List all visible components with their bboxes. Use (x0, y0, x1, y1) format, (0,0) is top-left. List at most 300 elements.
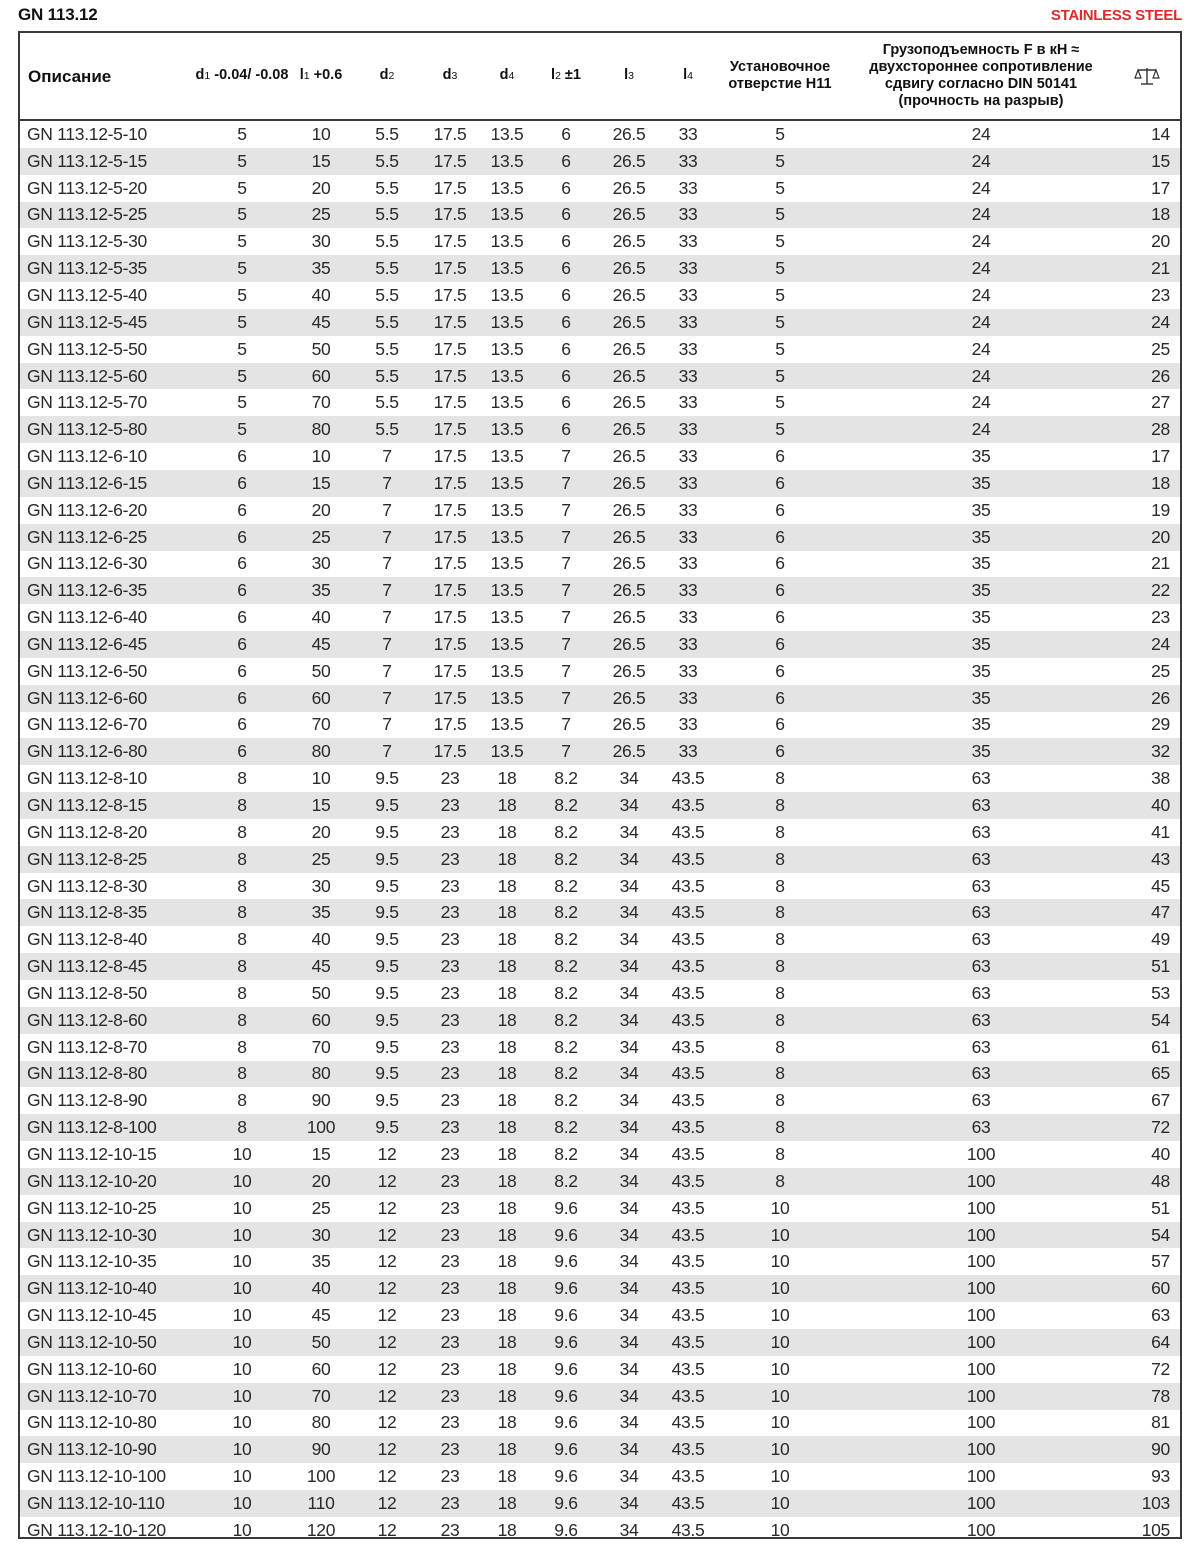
cell-d1: 5 (237, 123, 247, 144)
cell-desc: GN 113.12-5-80 (20, 416, 192, 443)
cell-load-capacity: 35 (971, 660, 991, 681)
cell-l4: 33 (664, 524, 712, 551)
table-row (20, 175, 1180, 202)
cell-load-capacity: 100 (966, 1412, 996, 1433)
cell-desc: GN 113.12-8-40 (27, 929, 147, 950)
cell-d1: 8 (237, 768, 247, 789)
cell-mounting-hole: 8 (775, 1036, 785, 1057)
cell-l1: 40 (311, 284, 331, 305)
col-d3-symbol: d (442, 67, 452, 83)
cell-d4: 13.5 (490, 660, 524, 681)
cell-d4: 13.5 (490, 284, 524, 305)
col-d1 (192, 33, 292, 120)
cell-weight: 17 (1151, 446, 1170, 467)
cell-weight: 20 (1114, 524, 1180, 551)
table-row (20, 685, 1180, 712)
cell-mounting-hole: 6 (775, 499, 785, 520)
cell-l4: 43.5 (671, 1412, 705, 1433)
cell-d2: 9.5 (350, 899, 424, 926)
cell-d1: 10 (232, 1466, 252, 1487)
table-row (20, 846, 1180, 873)
cell-l1: 50 (292, 1329, 350, 1356)
cell-l1: 90 (292, 1436, 350, 1463)
table-row (20, 470, 1180, 497)
cell-mounting-hole: 6 (712, 685, 848, 712)
cell-l2: 8.2 (554, 1036, 578, 1057)
cell-l4: 33 (664, 148, 712, 175)
cell-l3: 34 (619, 1466, 639, 1487)
cell-weight: 20 (1151, 231, 1170, 252)
cell-d1: 10 (232, 1143, 252, 1164)
cell-l2: 8.2 (538, 846, 594, 873)
table-row (20, 712, 1180, 739)
cell-l1: 45 (292, 953, 350, 980)
cell-l3: 34 (594, 1275, 664, 1302)
cell-mounting-hole: 6 (775, 446, 785, 467)
cell-d3: 23 (424, 1114, 476, 1141)
cell-l1: 20 (311, 499, 331, 520)
cell-l1: 30 (311, 553, 331, 574)
cell-d3: 17.5 (433, 338, 467, 359)
cell-l4: 43.5 (664, 1383, 712, 1410)
cell-desc: GN 113.12-6-40 (27, 607, 147, 628)
table-body (20, 120, 1180, 1544)
cell-load-capacity: 63 (971, 1036, 991, 1057)
cell-load-capacity: 100 (966, 1466, 996, 1487)
col-d4 (476, 33, 538, 120)
cell-load-capacity: 35 (848, 524, 1114, 551)
cell-d2: 7 (382, 660, 392, 681)
cell-d3: 23 (424, 1007, 476, 1034)
cell-load-capacity: 100 (848, 1329, 1114, 1356)
cell-d3: 23 (440, 1412, 460, 1433)
cell-l1: 40 (311, 607, 331, 628)
table-row (20, 1302, 1180, 1329)
cell-d1: 8 (192, 1007, 292, 1034)
cell-d3: 17.5 (424, 148, 476, 175)
cell-weight: 21 (1114, 255, 1180, 282)
cell-l2: 8.2 (554, 875, 578, 896)
cell-l2: 7 (561, 660, 571, 681)
table-row (20, 228, 1180, 255)
cell-l3: 34 (619, 1251, 639, 1272)
cell-l4: 33 (664, 685, 712, 712)
table-row (20, 524, 1180, 551)
cell-d4: 18 (497, 1036, 517, 1057)
cell-l2: 8.2 (554, 929, 578, 950)
cell-desc: GN 113.12-10-110 (20, 1490, 192, 1517)
cell-mounting-hole: 10 (770, 1358, 790, 1379)
cell-d3: 17.5 (424, 470, 476, 497)
cell-l1: 70 (311, 714, 331, 735)
col-load-capacity: Грузоподъемность F в кН ≈ двухстороннее сопротивление сдвигу согласно DIN 50141 (прочность на разрыв) (848, 33, 1114, 120)
cell-d1: 8 (237, 929, 247, 950)
cell-d2: 5.5 (375, 284, 399, 305)
cell-l1: 90 (311, 1090, 331, 1111)
cell-d3: 23 (424, 899, 476, 926)
cell-desc: GN 113.12-6-80 (20, 738, 192, 765)
cell-l3: 34 (619, 1358, 639, 1379)
cell-l4: 43.5 (671, 1466, 705, 1487)
cell-desc: GN 113.12-8-90 (27, 1090, 147, 1111)
cell-d2: 5.5 (350, 255, 424, 282)
cell-d4: 13.5 (476, 255, 538, 282)
table-row (20, 873, 1180, 900)
col-mounting-hole: Установочное отверстие H11 (712, 33, 848, 120)
cell-d2: 7 (382, 499, 392, 520)
cell-d4: 13.5 (490, 338, 524, 359)
cell-l1: 45 (292, 631, 350, 658)
cell-d1: 6 (237, 446, 247, 467)
cell-l1: 30 (311, 231, 331, 252)
cell-desc: GN 113.12-8-60 (20, 1007, 192, 1034)
cell-d4: 18 (497, 1305, 517, 1326)
cell-load-capacity: 24 (848, 148, 1114, 175)
table-row (20, 792, 1180, 819)
cell-d3: 23 (440, 982, 460, 1003)
cell-l4: 33 (664, 470, 712, 497)
cell-mounting-hole: 10 (770, 1466, 790, 1487)
cell-d4: 18 (476, 1383, 538, 1410)
cell-d4: 18 (476, 1061, 538, 1088)
cell-l2: 6 (538, 202, 594, 229)
cell-l3: 34 (594, 1383, 664, 1410)
cell-weight: 45 (1151, 875, 1170, 896)
cell-load-capacity: 24 (971, 284, 991, 305)
cell-l2: 8.2 (538, 1007, 594, 1034)
cell-l4: 33 (678, 284, 698, 305)
cell-l1: 80 (292, 416, 350, 443)
cell-d4: 18 (497, 982, 517, 1003)
cell-d1: 6 (237, 714, 247, 735)
cell-desc: GN 113.12-6-45 (20, 631, 192, 658)
cell-l4: 43.5 (671, 821, 705, 842)
cell-mounting-hole: 6 (712, 524, 848, 551)
cell-mounting-hole: 8 (775, 1090, 785, 1111)
cell-load-capacity: 35 (848, 577, 1114, 604)
cell-d4: 18 (497, 1412, 517, 1433)
cell-d4: 13.5 (490, 446, 524, 467)
cell-l3: 26.5 (612, 499, 646, 520)
cell-d4: 13.5 (476, 738, 538, 765)
cell-d4: 13.5 (476, 148, 538, 175)
table-row (20, 282, 1180, 309)
cell-desc: GN 113.12-6-70 (27, 714, 147, 735)
cell-d2: 5.5 (350, 309, 424, 336)
cell-d3: 17.5 (424, 524, 476, 551)
cell-weight: 57 (1151, 1251, 1170, 1272)
cell-l1: 15 (311, 1143, 331, 1164)
cell-d1: 8 (192, 899, 292, 926)
cell-l1: 60 (292, 1007, 350, 1034)
cell-d4: 18 (476, 1490, 538, 1517)
cell-l1: 45 (311, 1305, 331, 1326)
cell-l2: 7 (538, 685, 594, 712)
cell-d2: 7 (382, 714, 392, 735)
cell-l2: 8.2 (554, 982, 578, 1003)
cell-weight: 18 (1114, 202, 1180, 229)
cell-l2: 7 (561, 499, 571, 520)
cell-l1: 20 (292, 1168, 350, 1195)
cell-d3: 23 (440, 1197, 460, 1218)
table-row (20, 658, 1180, 685)
cell-d2: 9.5 (375, 982, 399, 1003)
cell-l1: 15 (292, 148, 350, 175)
cell-desc: GN 113.12-8-10 (27, 768, 147, 789)
cell-desc: GN 113.12-8-70 (27, 1036, 147, 1057)
cell-l2: 7 (561, 446, 571, 467)
cell-desc: GN 113.12-8-45 (20, 953, 192, 980)
cell-d1: 5 (192, 255, 292, 282)
cell-l2: 8.2 (554, 1143, 578, 1164)
cell-load-capacity: 35 (971, 553, 991, 574)
cell-weight: 103 (1114, 1490, 1180, 1517)
cell-d3: 23 (424, 1383, 476, 1410)
cell-l2: 9.6 (554, 1358, 578, 1379)
cell-weight: 24 (1114, 631, 1180, 658)
cell-d3: 17.5 (433, 284, 467, 305)
cell-l4: 33 (678, 123, 698, 144)
cell-weight: 49 (1151, 929, 1170, 950)
cell-load-capacity: 24 (971, 338, 991, 359)
cell-desc: GN 113.12-5-35 (20, 255, 192, 282)
col-d2 (350, 33, 424, 120)
cell-l3: 34 (619, 1197, 639, 1218)
cell-weight: 54 (1114, 1222, 1180, 1249)
cell-l3: 34 (619, 929, 639, 950)
cell-weight: 27 (1151, 392, 1170, 413)
cell-weight: 51 (1151, 1197, 1170, 1218)
cell-d1: 8 (237, 1090, 247, 1111)
cell-l1: 10 (311, 768, 331, 789)
cell-load-capacity: 24 (848, 202, 1114, 229)
cell-d1: 6 (237, 553, 247, 574)
cell-d2: 9.5 (350, 953, 424, 980)
cell-weight: 93 (1151, 1466, 1170, 1487)
cell-d1: 5 (192, 416, 292, 443)
cell-desc: GN 113.12-10-80 (27, 1412, 157, 1433)
cell-desc: GN 113.12-10-25 (27, 1197, 157, 1218)
cell-d2: 12 (350, 1222, 424, 1249)
cell-d3: 17.5 (433, 660, 467, 681)
cell-desc: GN 113.12-5-45 (20, 309, 192, 336)
cell-desc: GN 113.12-5-40 (27, 284, 147, 305)
cell-desc: GN 113.12-5-15 (20, 148, 192, 175)
cell-d2: 5.5 (350, 202, 424, 229)
cell-d4: 18 (497, 875, 517, 896)
cell-weight: 23 (1151, 607, 1170, 628)
cell-d4: 13.5 (476, 363, 538, 390)
cell-l4: 43.5 (664, 1168, 712, 1195)
cell-l4: 33 (664, 202, 712, 229)
cell-l4: 33 (664, 738, 712, 765)
cell-d1: 6 (192, 577, 292, 604)
cell-l4: 43.5 (664, 1007, 712, 1034)
cell-d1: 6 (192, 685, 292, 712)
cell-mounting-hole: 8 (775, 875, 785, 896)
cell-l3: 26.5 (612, 446, 646, 467)
cell-load-capacity: 100 (848, 1436, 1114, 1463)
table-row (20, 1248, 1180, 1275)
cell-d1: 6 (192, 631, 292, 658)
col-l2-symbol: l (551, 67, 556, 83)
cell-mounting-hole: 6 (775, 714, 785, 735)
table-row (20, 1195, 1180, 1222)
table-row (20, 953, 1180, 980)
cell-l1: 15 (292, 792, 350, 819)
table-row (20, 631, 1180, 658)
cell-weight: 15 (1114, 148, 1180, 175)
cell-mounting-hole: 6 (775, 660, 785, 681)
cell-desc: GN 113.12-6-50 (27, 660, 147, 681)
cell-d4: 13.5 (490, 123, 524, 144)
cell-l1: 35 (292, 255, 350, 282)
cell-mounting-hole: 8 (712, 846, 848, 873)
cell-d3: 17.5 (424, 577, 476, 604)
cell-load-capacity: 63 (848, 792, 1114, 819)
cell-load-capacity: 63 (848, 953, 1114, 980)
cell-l3: 26.5 (594, 148, 664, 175)
cell-l3: 34 (594, 1114, 664, 1141)
cell-l4: 33 (678, 714, 698, 735)
cell-d1: 6 (192, 470, 292, 497)
product-code: GN 113.12 (18, 5, 98, 24)
cell-d3: 23 (440, 1466, 460, 1487)
spec-table-frame (18, 31, 1182, 1539)
cell-d2: 12 (377, 1358, 397, 1379)
cell-l2: 8.2 (538, 1114, 594, 1141)
cell-d1: 10 (192, 1168, 292, 1195)
cell-l2: 8.2 (554, 821, 578, 842)
cell-d4: 13.5 (490, 714, 524, 735)
cell-weight: 105 (1141, 1519, 1170, 1540)
cell-d3: 17.5 (424, 202, 476, 229)
table-row (20, 1463, 1180, 1490)
cell-d1: 8 (192, 1114, 292, 1141)
cell-l3: 34 (594, 792, 664, 819)
cell-l3: 26.5 (594, 202, 664, 229)
cell-mounting-hole: 8 (775, 768, 785, 789)
cell-desc: GN 113.12-8-50 (27, 982, 147, 1003)
table-row (20, 1222, 1180, 1249)
table-header-row (20, 33, 1180, 120)
cell-load-capacity: 63 (848, 846, 1114, 873)
cell-mounting-hole: 5 (712, 255, 848, 282)
cell-d4: 18 (476, 1329, 538, 1356)
table-row (20, 551, 1180, 578)
col-l3 (594, 33, 664, 120)
cell-mounting-hole: 8 (712, 899, 848, 926)
table-row (20, 1410, 1180, 1437)
cell-l4: 43.5 (664, 1114, 712, 1141)
cell-d4: 13.5 (490, 177, 524, 198)
cell-d1: 5 (192, 148, 292, 175)
cell-d3: 17.5 (424, 685, 476, 712)
cell-l2: 6 (538, 309, 594, 336)
cell-l2: 7 (538, 631, 594, 658)
cell-d2: 12 (377, 1143, 397, 1164)
cell-load-capacity: 100 (848, 1490, 1114, 1517)
cell-d3: 17.5 (433, 607, 467, 628)
cell-l2: 6 (538, 255, 594, 282)
cell-l1: 40 (292, 1275, 350, 1302)
cell-d2: 5.5 (350, 363, 424, 390)
cell-d4: 18 (476, 1007, 538, 1034)
cell-d2: 7 (350, 738, 424, 765)
cell-d3: 23 (424, 1168, 476, 1195)
cell-l4: 43.5 (664, 1436, 712, 1463)
table-row (20, 1114, 1180, 1141)
cell-d1: 6 (192, 524, 292, 551)
cell-l2: 9.6 (538, 1490, 594, 1517)
cell-d2: 5.5 (375, 231, 399, 252)
cell-load-capacity: 63 (971, 982, 991, 1003)
cell-mounting-hole: 6 (775, 607, 785, 628)
cell-d4: 13.5 (476, 524, 538, 551)
cell-l4: 43.5 (671, 1358, 705, 1379)
cell-d4: 18 (497, 1143, 517, 1164)
cell-d4: 13.5 (476, 309, 538, 336)
table-row (20, 1517, 1180, 1544)
cell-d2: 7 (382, 607, 392, 628)
cell-desc: GN 113.12-6-60 (20, 685, 192, 712)
cell-d3: 17.5 (424, 416, 476, 443)
cell-d3: 23 (424, 1061, 476, 1088)
table-row (20, 1034, 1180, 1061)
col-d4-subscript: 4 (508, 70, 515, 82)
cell-l3: 34 (619, 1090, 639, 1111)
cell-l4: 43.5 (664, 953, 712, 980)
cell-desc: GN 113.12-10-35 (27, 1251, 157, 1272)
cell-d1: 10 (192, 1222, 292, 1249)
col-l2-subscript: 2 (555, 70, 561, 82)
cell-load-capacity: 24 (971, 392, 991, 413)
cell-d3: 17.5 (433, 123, 467, 144)
cell-l4: 43.5 (671, 982, 705, 1003)
cell-l2: 8.2 (538, 792, 594, 819)
cell-d3: 23 (424, 1275, 476, 1302)
cell-l4: 33 (678, 392, 698, 413)
cell-d4: 18 (476, 1114, 538, 1141)
cell-d4: 13.5 (476, 631, 538, 658)
cell-weight: 25 (1151, 660, 1170, 681)
cell-desc: GN 113.12-6-10 (27, 446, 147, 467)
cell-l1: 100 (292, 1114, 350, 1141)
cell-mounting-hole: 10 (770, 1197, 790, 1218)
table-row (20, 416, 1180, 443)
cell-mounting-hole: 10 (770, 1412, 790, 1433)
cell-l2: 8.2 (554, 768, 578, 789)
cell-d4: 13.5 (476, 577, 538, 604)
cell-mounting-hole: 8 (712, 792, 848, 819)
cell-d2: 5.5 (375, 123, 399, 144)
cell-desc: GN 113.12-5-60 (20, 363, 192, 390)
table-row (20, 120, 1180, 148)
cell-d3: 23 (440, 929, 460, 950)
cell-l2: 8.2 (538, 899, 594, 926)
cell-l3: 34 (619, 1519, 639, 1540)
cell-desc: GN 113.12-8-25 (20, 846, 192, 873)
cell-d3: 23 (440, 1143, 460, 1164)
cell-l1: 100 (306, 1466, 336, 1487)
cell-d2: 7 (350, 577, 424, 604)
cell-l2: 7 (538, 470, 594, 497)
cell-l3: 26.5 (612, 607, 646, 628)
cell-weight: 40 (1151, 1143, 1170, 1164)
cell-d2: 12 (350, 1490, 424, 1517)
cell-load-capacity: 35 (971, 607, 991, 628)
cell-weight: 40 (1114, 792, 1180, 819)
